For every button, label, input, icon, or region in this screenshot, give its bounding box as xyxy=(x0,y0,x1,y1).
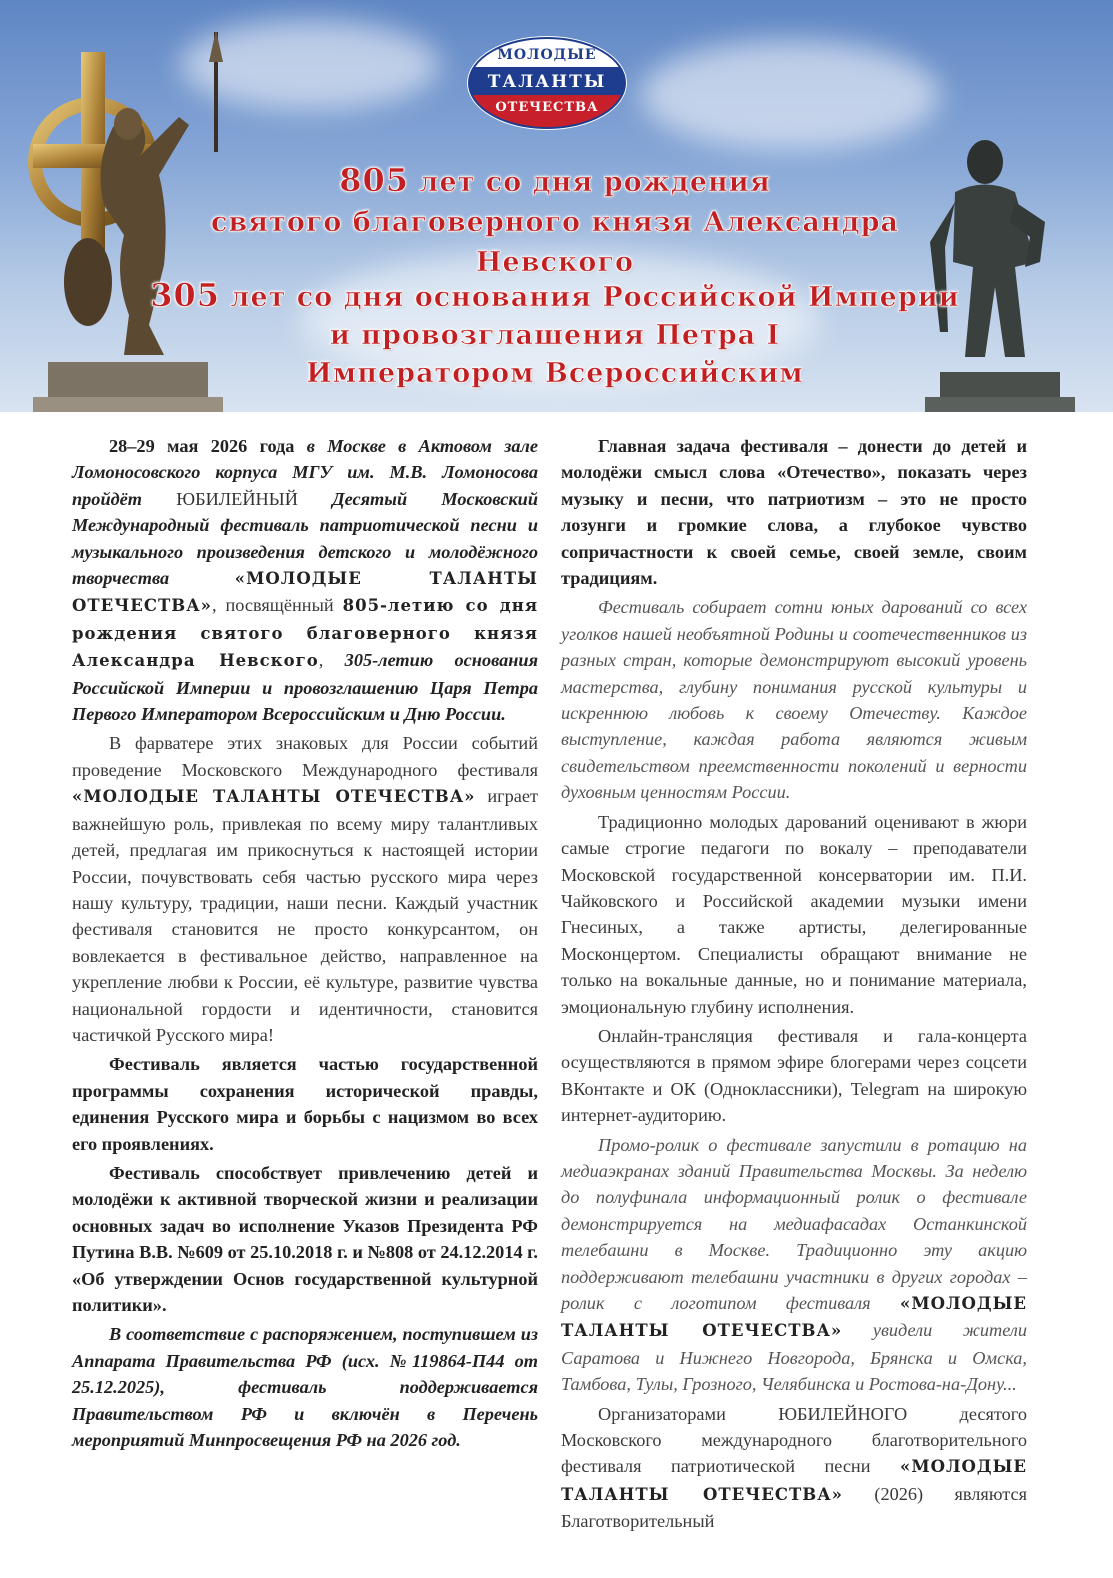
paragraph: Промо-ролик о фестивале запустили в ротацию на медиаэкранах зданий Правительства Москвы. За неделю до полуфинала информационный ролик о фестивале демонстрируется на медиафасадах Останкинской телебашни в Москве. Традиционно эту акцию поддерживают телебашни участники в других городах – ролик с логотипом фестиваля «МОЛОДЫЕ ТАЛАНТЫ ОТЕЧЕСТВА» увидели жители Саратова и Нижнего Новгорода, Брянска и Омска, Тамбова, Тулы, Грозного, Челябинска и Ростова-на-Дону... xyxy=(561,1134,1027,1395)
festival-logo xyxy=(466,35,628,131)
paragraph: В фарватере этих знаковых для России событий проведение Московского Международного фестиваля «МОЛОДЫЕ ТАЛАНТЫ ОТЕЧЕСТВА» играет важнейшую роль, привлекая по всему миру талантливых детей, предлагая им прикоснуться к настоящей истории России, почувствовать себя частью русского мира через нашу культуру, традиции, наши песни. Каждый участник фестиваля становится не просто конкурсантом, он вовлекается в фестивальное действо, направленное на укрепление любви к России, её культуре, развитие чувства национальной гордости и идентичности, становится частичкой Русского мира! xyxy=(72,733,538,1045)
logo-line-2: ТАЛАНТЫ xyxy=(487,72,607,92)
paragraph: Фестиваль способствует привлечению детей и молодёжи к активной творческой жизни и реализации основных задач во исполнение Указов Президента РФ Путина В.В. №609 от 25.10.2018 г. и №808 от 24.12.2014 г. «Об утверждении Основ государственной культурной политики». xyxy=(72,1162,538,1315)
paragraph: Фестиваль собирает сотни юных дарований со всех уголков нашей необъятной Родины и соотечественников из разных стран, которые демонстрируют высокий уровень мастерства, глубину понимания русской культуры и искреннюю любовь к своему Отечеству. Каждое выступление, каждая работа являются живым свидетельством преемственности поколений и верности духовным ценностям России. xyxy=(561,597,1027,803)
right-column xyxy=(561,433,1027,1535)
paragraph: Главная задача фестиваля – донести до детей и молодёжи смысл слова «Отечество», показать через музыку и песни, что патриотизм – это не просто лозунги и громкие слова, а глубокое чувство сопричастности к своей семье, своей земле, своим традициям. xyxy=(561,436,1027,589)
headline-nevsky-number: 805 xyxy=(339,161,410,199)
paragraph: В соответствие с распоряжением, поступившем из Аппарата Правительства РФ (исх. №119864-П44 от 25.12.2025), фестиваль поддерживается Правительством РФ и включён в Перечень мероприятий Минпросвещения РФ на 2026 год. xyxy=(72,1324,538,1451)
left-column xyxy=(72,433,538,1453)
paragraph: 28–29 мая 2026 года в Москве в Актовом зале Ломоносовского корпуса МГУ им. М.В. Ломоносова пройдёт ЮБИЛЕЙНЫЙ Десятый Московский Международный фестиваль патриотической песни и музыкального произведения детского и молодёжного творчества «МОЛОДЫЕ ТАЛАНТЫ ОТЕЧЕСТВА», посвящённый 805-летию со дня рождения святого благоверного князя Александра Невского, 305-летию основания Российской Империи и провозглашению Царя Петра Первого Императором Всероссийским и Дню России. xyxy=(72,436,539,725)
headline-nevsky-line-2: святого благоверного князя Александра Невского xyxy=(210,207,900,278)
headline-nevsky xyxy=(140,160,970,283)
headline-nevsky-line-1: лет со дня рождения xyxy=(409,167,771,198)
headline-empire-line-3: Императором Всероссийским xyxy=(306,358,804,389)
headline-empire-number: 305 xyxy=(150,276,221,314)
paragraph: Организаторами ЮБИЛЕЙНОГО десятого Московского международного благотворительного фестиваля патриотической песни «МОЛОДЫЕ ТАЛАНТЫ ОТЕЧЕСТВА» (2026) являются Благотворительный xyxy=(561,1403,1027,1532)
paragraph: Традиционно молодых дарований оценивают в жюри самые строгие педагоги по вокалу – преподаватели Московской государственной консерватории им. П.И. Чайковского и Российской академии музыки имени Гнесиных, а также артисты, делегированные Москонцертом. Специалисты обращают внимание не только на вокальные данные, но и понимание материала, эмоциональную глубину исполнения. xyxy=(561,811,1027,1017)
logo-line-1: МОЛОДЫЕ xyxy=(497,47,597,63)
paragraph: Фестиваль является частью государственной программы сохранения исторической правды, единения Русского мира и борьбы с нацизмом во всех его проявлениях. xyxy=(72,1054,538,1154)
paragraph: Онлайн-трансляция фестиваля и гала-концерта осуществляются в прямом эфире блогерами через соцсети ВКонтакте и ОК (Одноклассники), Telegram на широкую интернет-аудиторию. xyxy=(561,1025,1027,1126)
logo-line-3: ОТЕЧЕСТВА xyxy=(495,100,599,115)
header-banner xyxy=(0,0,1113,412)
headline-empire xyxy=(140,276,970,393)
headline-empire-line-2: и провозглашения Петра I xyxy=(329,320,781,351)
headline-empire-line-1: лет со дня основания Российской Империи xyxy=(220,282,960,313)
